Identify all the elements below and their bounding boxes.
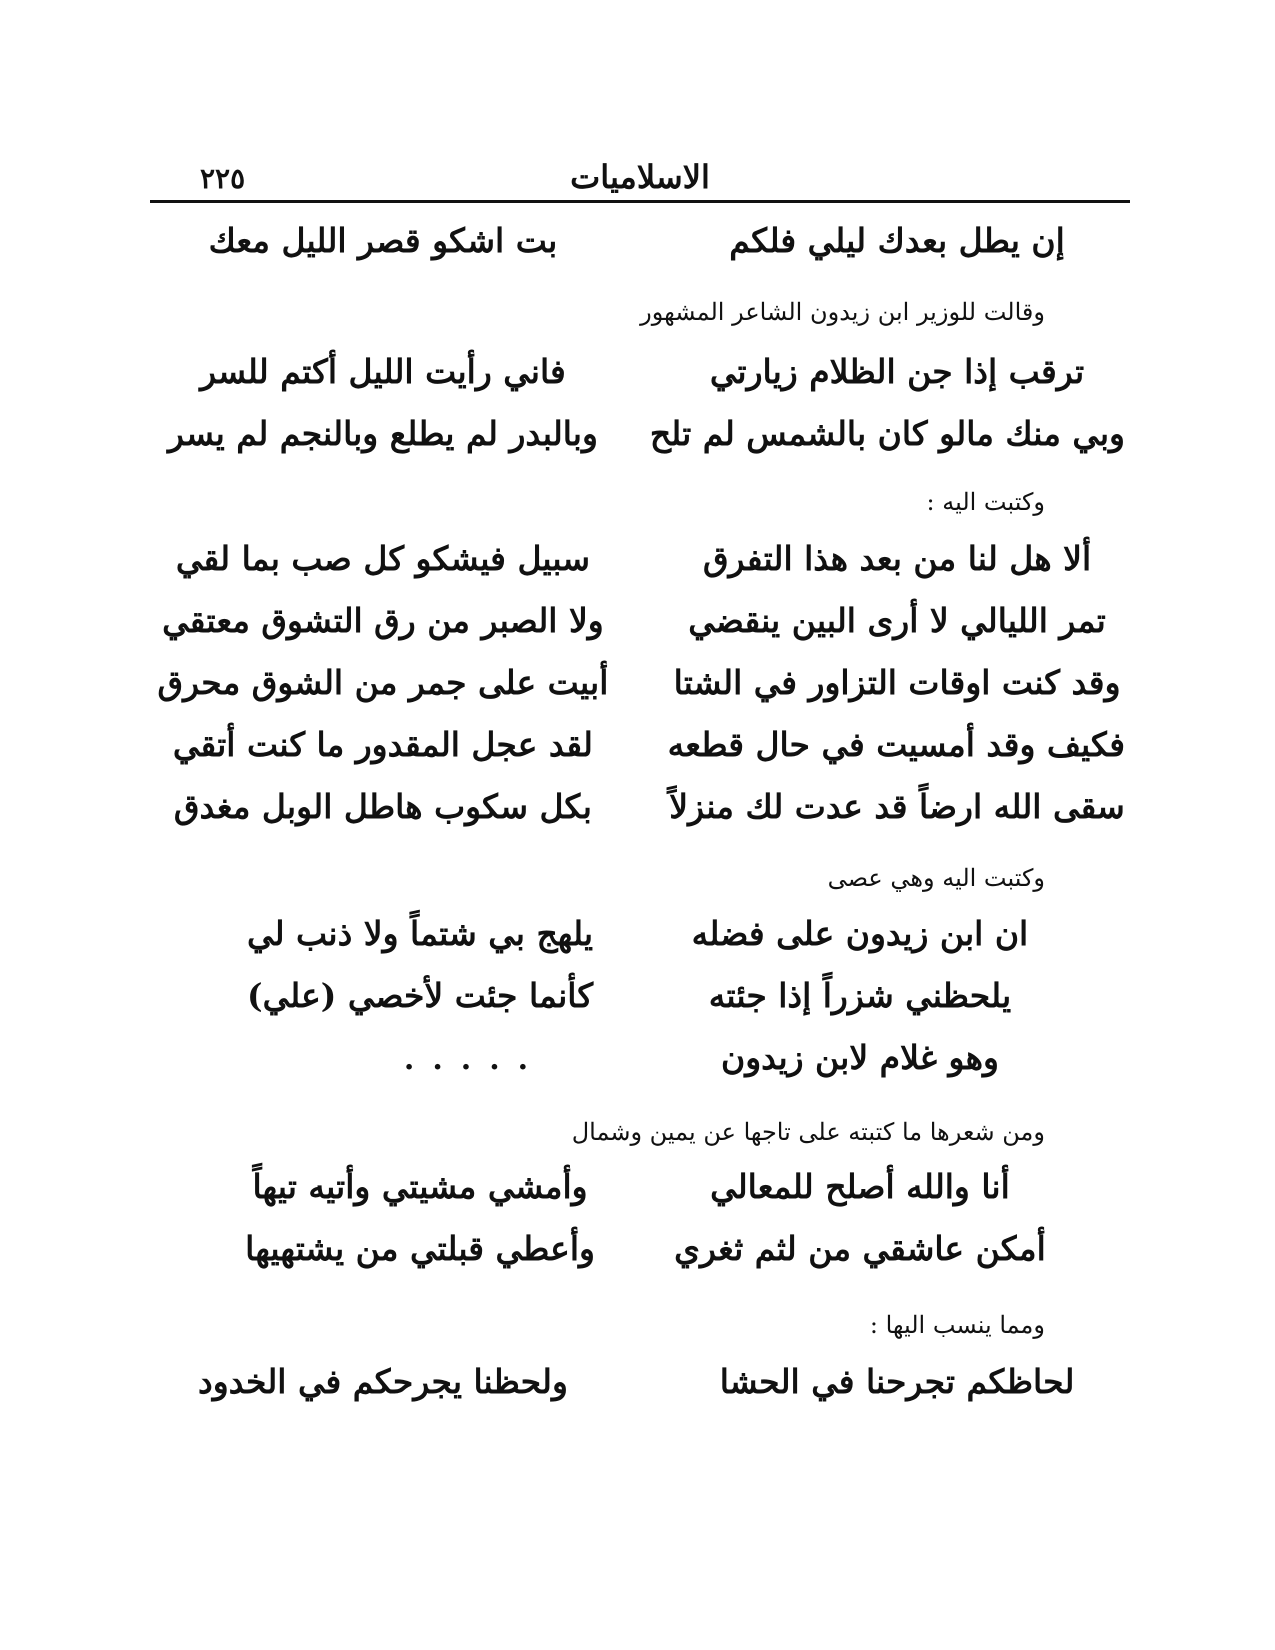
verse-first-hemistich: فكيف وقد أمسيت في حال قطعه <box>667 725 1125 764</box>
verse-line <box>225 1222 1055 1276</box>
verse-second-hemistich: أبيت على جمر من الشوق محرق <box>157 663 609 702</box>
verse-second-hemistich: وأعطي قبلتي من يشتهيها <box>245 1229 595 1268</box>
verse-second-hemistich: بكل سكوب هاطل الوبل مغدق <box>173 787 592 826</box>
verse-first-hemistich: إن يطل بعدك ليلي فلكم <box>729 221 1065 260</box>
verse-second-hemistich: يلهج بي شتماً ولا ذنب لي <box>246 914 594 953</box>
verse-line <box>155 780 1125 834</box>
verse-line <box>225 1160 1055 1214</box>
page-header <box>150 150 1130 203</box>
verse-line <box>155 407 1125 461</box>
verse-line <box>155 656 1125 710</box>
running-title: الاسلاميات <box>570 158 710 196</box>
prose-note: ومما ينسب اليها : <box>869 1311 1045 1339</box>
verse-line <box>225 969 1055 1023</box>
verse-first-hemistich: تمر الليالي لا أرى البين ينقضي <box>688 601 1106 640</box>
verse-first-hemistich: أمكن عاشقي من لثم ثغري <box>674 1229 1046 1268</box>
prose-note: وكتبت اليه : <box>926 488 1045 516</box>
verse-line <box>225 907 1055 961</box>
verse-second-hemistich: كأنما جئت لأخصي (علي) <box>247 976 594 1015</box>
verse-second-hemistich: سبيل فيشكو كل صب بما لقي <box>175 539 591 578</box>
verse-first-hemistich: ترقب إذا جن الظلام زيارتي <box>709 352 1085 391</box>
verse-first-hemistich: وبي منك مالو كان بالشمس لم تلح <box>649 414 1125 453</box>
verse-first-hemistich: يلحظني شزراً إذا جئته <box>708 976 1012 1015</box>
verse-second-hemistich: بت اشكو قصر الليل معك <box>208 221 558 260</box>
verse-second-hemistich: ولحظنا يجرحكم في الخدود <box>198 1362 568 1401</box>
verse-second-hemistich: وأمشي مشيتي وأتيه تيهاً <box>252 1167 588 1206</box>
verse-line <box>155 532 1125 586</box>
verse-second-hemistich: فاني رأيت الليل أكتم للسر <box>200 352 566 391</box>
verse-line <box>155 214 1125 268</box>
verse-line <box>155 594 1125 648</box>
verse-line <box>155 345 1125 399</box>
verse-line <box>155 1355 1125 1409</box>
prose-note: ومن شعرها ما كتبته على تاجها عن يمين وشمال <box>571 1118 1045 1146</box>
verse-first-hemistich: ان ابن زيدون على فضله <box>691 914 1029 953</box>
verse-second-hemistich: ولا الصبر من رق التشوق معتقي <box>162 601 604 640</box>
verse-first-hemistich: لحاظكم تجرحنا في الحشا <box>719 1362 1075 1401</box>
verse-first-hemistich: وهو غلام لابن زيدون <box>720 1038 999 1077</box>
page-number: ٢٢٥ <box>200 162 246 195</box>
ellipsis-dots: ..... <box>403 1042 547 1077</box>
verse-first-hemistich: وقد كنت اوقات التزاور في الشتا <box>673 663 1121 702</box>
verse-line <box>225 1031 1055 1085</box>
verse-first-hemistich: أنا والله أصلح للمعالي <box>710 1167 1010 1206</box>
prose-note: وقالت للوزير ابن زيدون الشاعر المشهور <box>640 298 1045 326</box>
verse-second-hemistich: لقد عجل المقدور ما كنت أتقي <box>172 725 593 764</box>
verse-second-hemistich: وبالبدر لم يطلع وبالنجم لم يسر <box>167 414 598 453</box>
verse-line <box>155 718 1125 772</box>
verse-first-hemistich: سقى الله ارضاً قد عدت لك منزلاً <box>669 787 1125 826</box>
prose-note: وكتبت اليه وهي عصى <box>827 864 1045 892</box>
verse-first-hemistich: ألا هل لنا من بعد هذا التفرق <box>702 539 1092 578</box>
